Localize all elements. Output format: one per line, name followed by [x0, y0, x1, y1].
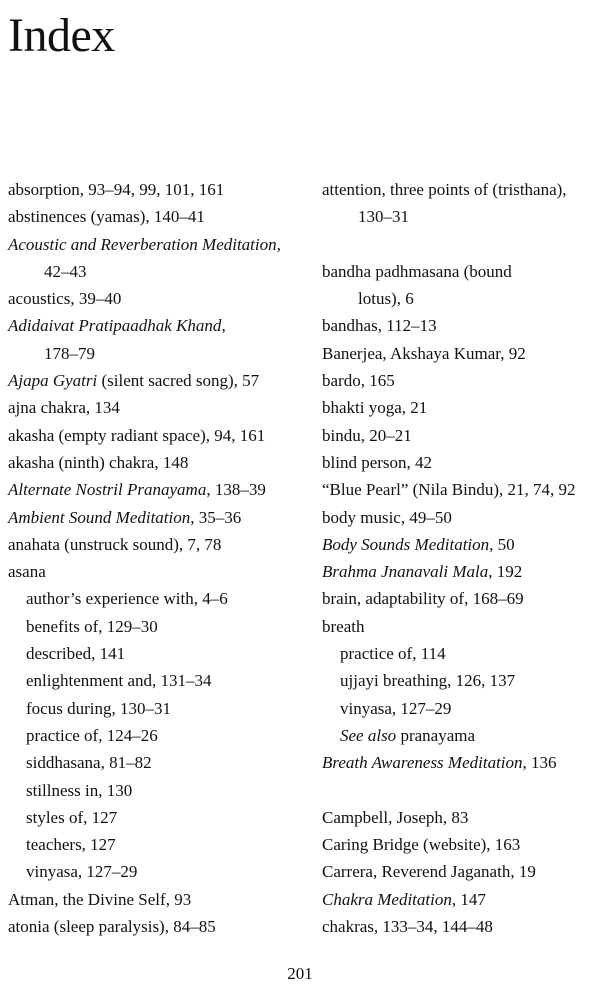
index-entry: “Blue Pearl” (Nila Bindu), 21, 74, 92 — [322, 480, 576, 500]
index-subentry: stillness in, 130 — [26, 780, 133, 800]
index-subentry: ujjayi breathing, 126, 137 — [340, 671, 516, 691]
index-entry: akasha (ninth) chakra, 148 — [8, 452, 189, 472]
index-column-left — [8, 176, 308, 940]
index-entry: abstinences (yamas), 140–41 — [8, 207, 205, 227]
index-subentry: vinyasa, 127–29 — [340, 698, 452, 718]
index-column-right — [322, 176, 594, 940]
see-also-label: See also — [340, 725, 397, 745]
index-entry: Banerjea, Akshaya Kumar, 92 — [322, 343, 526, 363]
entry-locator: , 35–36 — [190, 507, 242, 527]
entry-title-italic: Body Sounds Meditation — [322, 534, 490, 554]
index-entry: ajna chakra, 134 — [8, 398, 120, 418]
index-entry: anahata (unstruck sound), 7, 78 — [8, 534, 222, 554]
section-spacer — [322, 231, 594, 258]
index-subentry: practice of, 124–26 — [26, 725, 158, 745]
entry-locator: , 147 — [451, 889, 486, 909]
index-entry: blind person, 42 — [322, 452, 433, 472]
entry-locator: , — [221, 316, 226, 336]
entry-title-italic: Adidaivat Pratipaadhak Khand — [8, 316, 222, 336]
index-entry — [8, 231, 308, 258]
index-entry-continuation: 178–79 — [44, 343, 95, 363]
entry-title-italic: Brahma Jnanavali Mala — [322, 562, 489, 582]
index-entry: Carrera, Reverend Jaganath, 19 — [322, 862, 536, 882]
index-entry: akasha (empty radiant space), 94, 161 — [8, 425, 266, 445]
index-subentry: vinyasa, 127–29 — [26, 862, 138, 882]
index-entry: atonia (sleep paralysis), 84–85 — [8, 917, 216, 937]
index-entry: bandha padhmasana (bound — [322, 261, 512, 281]
index-subentry: practice of, 114 — [340, 644, 446, 664]
entry-locator: , 136 — [522, 753, 557, 773]
entry-title-italic: Chakra Meditation — [322, 889, 452, 909]
entry-locator: , 50 — [489, 534, 515, 554]
index-entry: absorption, 93–94, 99, 101, 161 — [8, 180, 225, 199]
entry-locator: , 192 — [488, 562, 523, 582]
index-entry: bhakti yoga, 21 — [322, 398, 428, 418]
index-entry: Caring Bridge (website), 163 — [322, 835, 521, 855]
index-entry-continuation: 130–31 — [358, 207, 409, 227]
index-entry — [322, 886, 594, 913]
index-entry: bardo, 165 — [322, 371, 395, 391]
index-subentry: author’s experience with, 4–6 — [26, 589, 228, 609]
index-entry — [322, 531, 594, 558]
index-subentry: focus during, 130–31 — [26, 698, 171, 718]
index-entry — [8, 476, 308, 503]
index-entry — [322, 749, 594, 776]
index-subentry: teachers, 127 — [26, 835, 116, 855]
index-entry: brain, adaptability of, 168–69 — [322, 589, 524, 609]
index-entry: breath — [322, 616, 365, 636]
index-subentry: benefits of, 129–30 — [26, 616, 158, 636]
index-entry: asana — [8, 562, 46, 582]
index-entry: acoustics, 39–40 — [8, 289, 122, 309]
entry-title-italic: Ajapa Gyatri — [8, 371, 98, 391]
index-subentry: described, 141 — [26, 644, 126, 664]
index-entry: bandhas, 112–13 — [322, 316, 437, 336]
index-entry-continuation: 42–43 — [44, 261, 87, 281]
index-subentry: siddhasana, 81–82 — [26, 753, 152, 773]
index-entry: Atman, the Divine Self, 93 — [8, 889, 192, 909]
entry-title-italic: Alternate Nostril Pranayama — [8, 480, 207, 500]
page-number: 201 — [287, 964, 313, 983]
index-entry-continuation: lotus), 6 — [358, 289, 414, 309]
index-title: Index — [8, 9, 115, 62]
index-entry: bindu, 20–21 — [322, 425, 412, 445]
index-entry: Campbell, Joseph, 83 — [322, 807, 469, 827]
index-entry — [322, 558, 594, 585]
index-entry — [8, 312, 308, 339]
index-entry: chakras, 133–34, 144–48 — [322, 917, 493, 937]
entry-locator: , 138–39 — [206, 480, 266, 500]
see-also-reference — [322, 722, 594, 749]
index-entry — [8, 367, 308, 394]
index-subentry: enlightenment and, 131–34 — [26, 671, 212, 691]
see-also-target: pranayama — [396, 725, 476, 745]
entry-title-italic: Acoustic and Reverberation Meditation — [8, 234, 277, 254]
index-entry — [8, 504, 308, 531]
index-subentry: styles of, 127 — [26, 807, 118, 827]
entry-title-italic: Breath Awareness Meditation — [322, 753, 523, 773]
entry-locator: , — [276, 234, 281, 254]
entry-locator: (silent sacred song), 57 — [97, 371, 260, 391]
section-spacer — [322, 777, 594, 804]
index-entry: body music, 49–50 — [322, 507, 452, 527]
entry-title-italic: Ambient Sound Meditation — [8, 507, 191, 527]
index-entry: attention, three points of (tristhana), — [322, 180, 567, 199]
